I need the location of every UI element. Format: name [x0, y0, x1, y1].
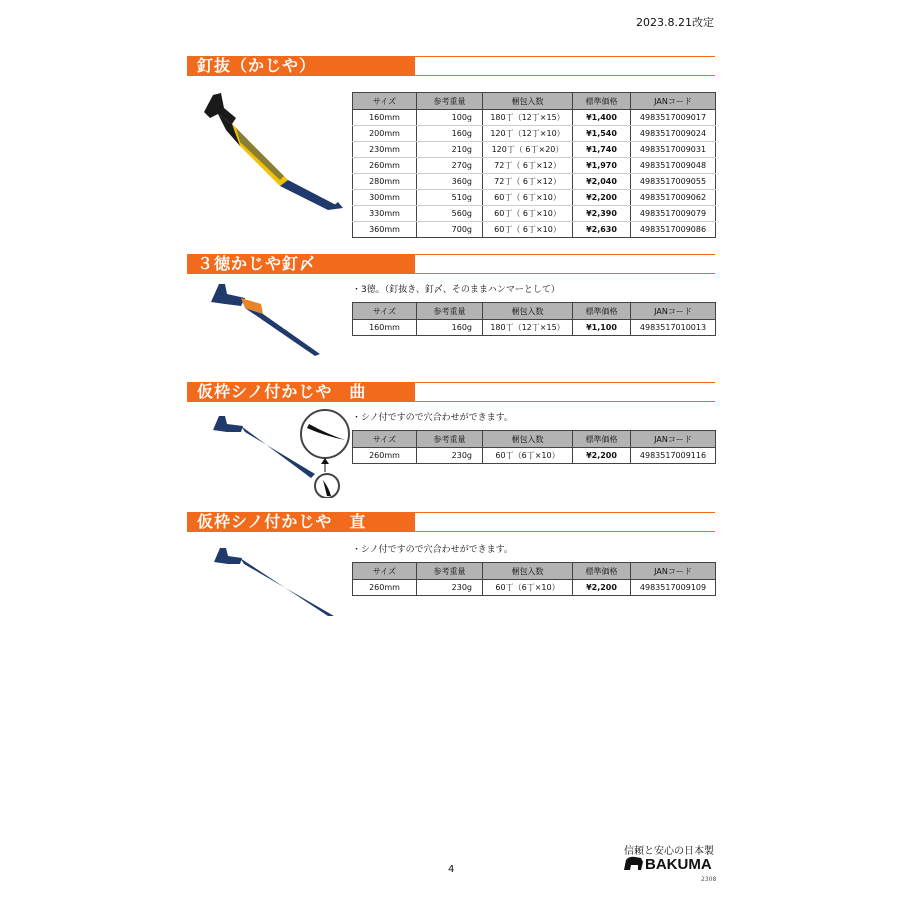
straight-tipped-nail-puller-image: [208, 540, 338, 620]
product-note: ・3徳。（釘抜き、釘〆、そのままハンマーとして）: [352, 285, 560, 295]
col-price: 標準価格: [573, 431, 631, 448]
table-row: 280mm 360g 72丁（ 6丁×12） ¥2,040 4983517009055: [353, 174, 716, 190]
bull-icon: [624, 857, 643, 870]
col-weight: 参考重量: [417, 303, 483, 320]
table-row: 260mm 230g 60丁（6丁×10） ¥2,200 4983517009116: [353, 448, 716, 464]
revision-date: 2023.8.21改定: [636, 16, 714, 29]
col-size: サイズ: [353, 431, 417, 448]
col-jan: JANコード: [631, 563, 716, 580]
col-price: 標準価格: [573, 93, 631, 110]
page-number: 4: [448, 864, 455, 875]
table-row: 200mm 160g 120丁（12丁×10） ¥1,540 4983517009024: [353, 126, 716, 142]
spec-table: [352, 302, 716, 336]
spec-table: [352, 430, 716, 464]
section-title: 釘抜（かじや）: [187, 56, 715, 76]
col-weight: 参考重量: [417, 93, 483, 110]
catalog-code: 2308: [701, 876, 717, 883]
col-size: サイズ: [353, 93, 417, 110]
spec-table: [352, 562, 716, 596]
col-size: サイズ: [353, 563, 417, 580]
table-row: 300mm 510g 60丁（ 6丁×10） ¥2,200 4983517009062: [353, 190, 716, 206]
col-packing: 梱包入数: [483, 563, 573, 580]
col-jan: JANコード: [631, 431, 716, 448]
col-weight: 参考重量: [417, 431, 483, 448]
col-jan: JANコード: [631, 93, 716, 110]
col-packing: 梱包入数: [483, 93, 573, 110]
col-size: サイズ: [353, 303, 417, 320]
section-title: ３徳かじや釘〆: [187, 254, 715, 274]
col-jan: JANコード: [631, 303, 716, 320]
col-weight: 参考重量: [417, 563, 483, 580]
col-packing: 梱包入数: [483, 303, 573, 320]
bakuma-logo: [623, 854, 715, 872]
product-note: ・シノ付ですので穴合わせができます。: [352, 413, 513, 423]
spec-table: [352, 92, 716, 238]
table-row: 360mm 700g 60丁（ 6丁×10） ¥2,630 4983517009086: [353, 222, 716, 238]
table-row: 160mm 160g 180丁（12丁×15） ¥1,100 4983517010013: [353, 320, 716, 336]
svg-text:BAKUMA: BAKUMA: [645, 856, 712, 872]
table-row: 260mm 270g 72丁（ 6丁×12） ¥1,970 4983517009048: [353, 158, 716, 174]
col-price: 標準価格: [573, 303, 631, 320]
table-row: 260mm 230g 60丁（6丁×10） ¥2,200 4983517009109: [353, 580, 716, 596]
col-price: 標準価格: [573, 563, 631, 580]
brand-tagline: 信頼と安心の日本製: [624, 846, 714, 857]
section-title: 仮枠シノ付かじや 曲: [187, 382, 715, 402]
nail-puller-image: [188, 90, 348, 215]
col-packing: 梱包入数: [483, 431, 573, 448]
curved-tipped-nail-puller-image: [205, 408, 350, 498]
table-row: 160mm 100g 180丁（12丁×15） ¥1,400 4983517009017: [353, 110, 716, 126]
product-note: ・シノ付ですので穴合わせができます。: [352, 545, 513, 555]
table-row: 330mm 560g 60丁（ 6丁×10） ¥2,390 4983517009079: [353, 206, 716, 222]
table-row: 230mm 210g 120丁（ 6丁×20） ¥1,740 4983517009031: [353, 142, 716, 158]
section-title: 仮枠シノ付かじや 直: [187, 512, 715, 532]
three-way-nail-puller-image: [205, 280, 325, 360]
